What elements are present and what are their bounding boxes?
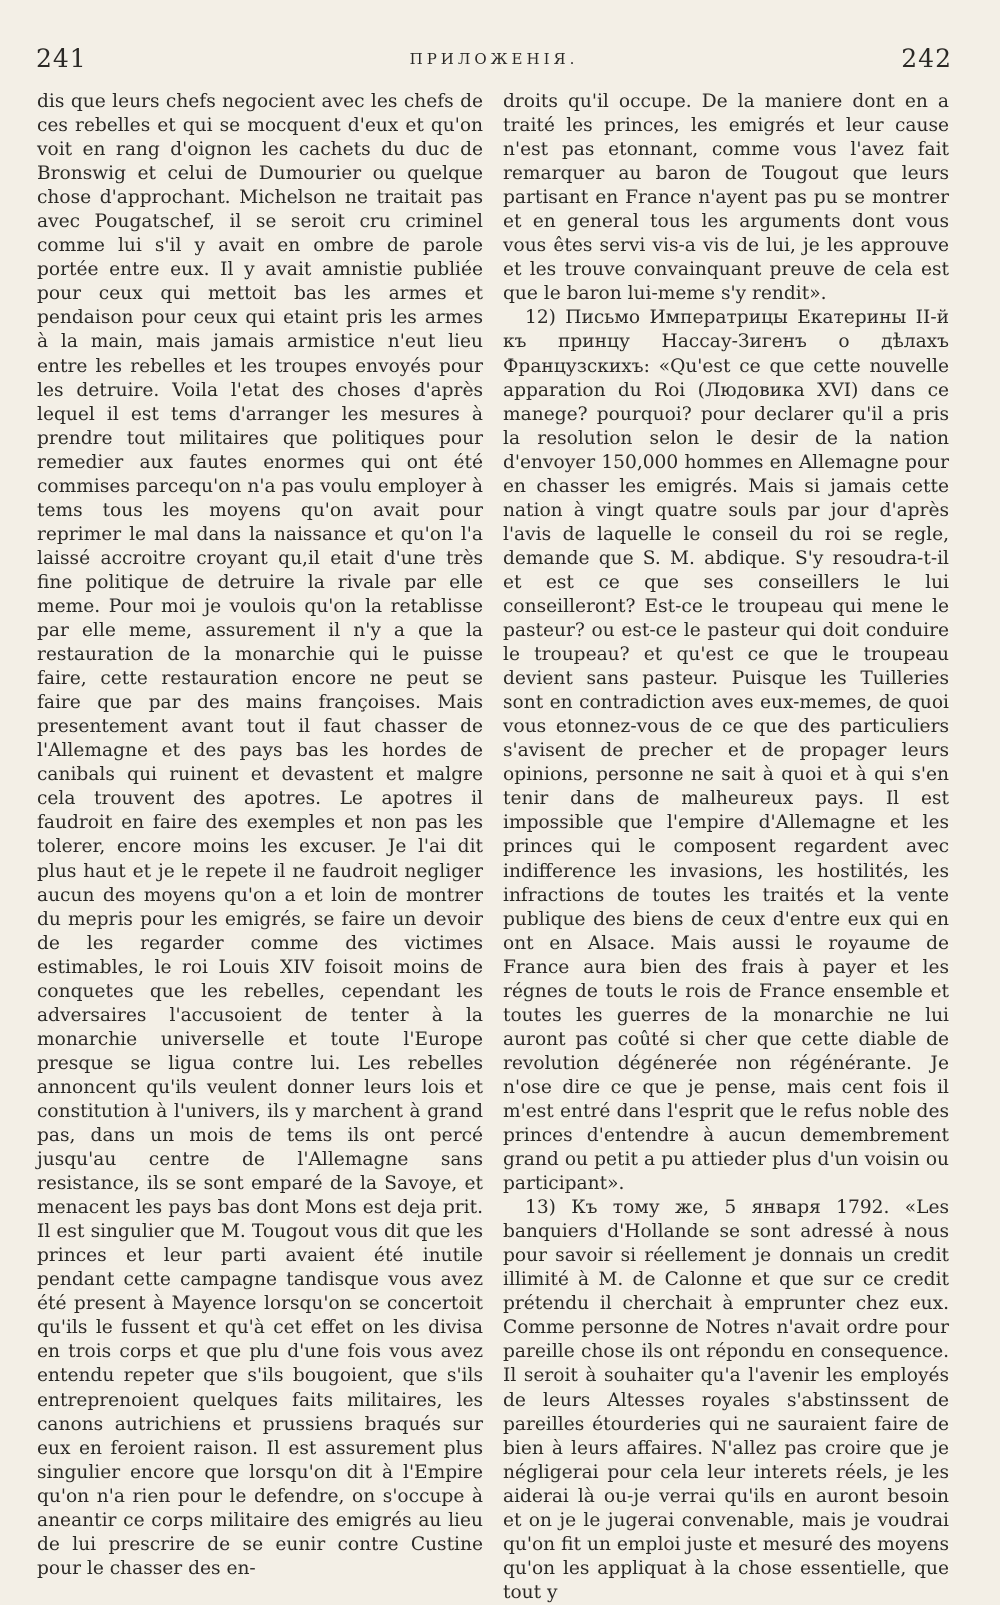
page-number-left: 241 — [36, 44, 87, 73]
right-paragraph-letter-13: 13) Къ тому же, 5 января 1792. «Les banquiers d'Hollande se sont adressé à nous pour savoir si réellement je donnais un credit illimité à M. de Calonne et que sur ce credit prétendu il cherchait à emprunter chez eux. Comme personne de Notres n'avait ordre pour pareille chose ils ont répondu en consequence. Il seroit à souhaiter qu'a l'avenir les employés de leurs Altesses royales s'abstinssent de pareilles étourderies qui ne sauraient faire de bien à leurs affaires. N'allez pas croire que je négligerai pour cela leur interets réels, je les aiderai là ou-je verrai qu'ils en auront besoin et on je le jugerai convenable, mais je voudrai qu'on fit un emploi juste et mesuré des moyens qu'on les appliquat à la chose essentielle, que tout y — [503, 1197, 949, 1603]
page-number-right: 242 — [901, 44, 952, 73]
running-title: ПРИЛОЖЕНІЯ. — [409, 50, 579, 68]
right-paragraph-letter-12: 12) Письмо Императрицы Екатерины II-й къ принцу Нассау-Зигенъ о дѣлахъ Французскихъ: «Qu'est ce que cette nouvelle apparation du Roi (Людовика XVI) dans ce manege? pourquoi? pour declarer qu'il a pris la resolution selon le desir de la nation d'envoyer 150,000 hommes en Allemagne pour en chasser les emigrés. Mais si jamais cette nation à vingt quatre souls par jour d'après l'avis de laquelle le conseil du roi se regle, demande que S. M. abdique. S'y resoudra-t-il et est ce que ses conseillers le lui conseilleront? Est-ce le troupeau qui mene le pasteur? ou est-ce le pasteur qui doit conduire le troupeau? et qu'est ce que le troupeau devient sans pasteur. Puisque les Tuilleries sont en contradiction aves eux-memes, de quoi vous etonnez-vous de ce que des particuliers s'avisent de precher et de propager leurs opinions, personne ne sait à quoi et à qui s'en tenir dans de malheureux pays. Il est impossible que l'empire d'Allemagne et les princes qui le composent regardent avec indifference les invasions, les hostilités, les infractions de toutes les traités et la vente publique des biens de ceux d'entre eux qui en ont en Alsace. Mais aussi le royaume de France aura bien des frais à payer et les régnes de touts le rois de France ensemble et toutes les guerres de la monarchie ne lui auront pas coûté si cher que cette diable de revolution dégénerée non régénérante. Je n'ose dire ce que je pense, mais cent fois il m'est entré dans l'esprit que le refus noble des princes d'entendre à aucun demembrement grand ou petit a pu attieder plus d'un voisin ou participant». — [503, 307, 949, 1195]
left-column — [37, 90, 483, 1581]
right-column — [503, 90, 949, 1605]
left-paragraph: dis que leurs chefs negocient avec les chefs de ces rebelles et qui se mocquent d'eux et qu'on voit en rang d'oignon les cachets du duc de Bronswig et celui de Dumourier ou quelque chose d'approchant. Michelson ne traitait pas avec Pougatschef, il se seroit cru criminel comme lui s'il y avait en ombre de parole portée entre eux. Il y avait amnistie publiée pour ceux qui mettoit bas les armes et pendaison pour ceux qui etaint pris les armes à la main, mais jamais armistice n'eut lieu entre les rebelles et les troupes envoyés pour les detruire. Voila l'etat des choses d'après lequel il est tems d'arranger les mesures à prendre tout militaires que politiques pour remedier aux fautes enormes qui ont été commises parcequ'on n'a pas voulu employer à tems tous les moyens qu'on avait pour reprimer le mal dans la naissance et qu'on l'a laissé accroitre croyant qu,il etait d'une très fine politique de detruire la rivale par elle meme. Pour moi je voulois qu'on la retablisse par elle meme, assurement il n'y a que la restauration de la monarchie qui le puisse faire, cette restauration encore ne peut se faire que par des mains françoises. Mais presentement avant tout il faut chasser de l'Allemagne et des pays bas les hordes de canibals qui ruinent et devastent et malgre cela trouvent des apotres. Le apotres il faudroit en faire des exemples et non pas les tolerer, encore moins les excuser. Je l'ai dit plus haut et je le repete il ne faudroit negliger aucun des moyens qu'on a et loin de montrer du mepris pour les emigrés, se faire un devoir de les regarder comme des victimes estimables, le roi Louis XIV foisoit moins de conquetes que les rebelles, cependant les adversaires l'accusoient de tenter à la monarchie universelle et toute l'Europe presque se ligua contre lui. Les rebelles annoncent qu'ils veulent donner leurs lois et constitution à l'univers, ils y marchent à grand pas, dans un mois de tems ils ont percé jusqu'au centre de l'Allemagne sans resistance, ils se sont emparé de la Savoye, et menacent les pays bas dont Mons est deja prit. Il est singulier que M. Tougout vous dit que les princes et leur parti avaient été inutile pendant cette campagne tandisque vous avez été present à Mayence lorsqu'on se concertoit qu'ils le fussent et qu'à cet effet on les divisa en trois corps et que plu d'une fois vous avez entendu repeter que s'ils bougoient, que s'ils entreprenoient quelques faits militaires, les canons autrichiens et prussiens braqués sur eux en feroient raison. Il est assurement plus singulier encore que lorsqu'on dit à l'Empire qu'on n'a rien pour le defendre, on s'occupe à aneantir ce corps militaire des emigrés au lieu de lui prescrire de se eunir contre Custine pour le chasser des en- — [37, 91, 483, 1579]
page-header — [36, 44, 952, 74]
right-paragraph-continuation: droits qu'il occupe. De la maniere dont en a traité les princes, les emigrés et leur cause n'est pas etonnant, comme vous l'avez fait remarquer au baron de Tougout que leurs partisant en France n'ayent pas pu se montrer et en general tous les arguments dont vous vous êtes servi vis-a vis de lui, je les approuve et les trouve convainquant preuve de cela est que le baron lui-meme s'y rendit». — [503, 91, 949, 305]
